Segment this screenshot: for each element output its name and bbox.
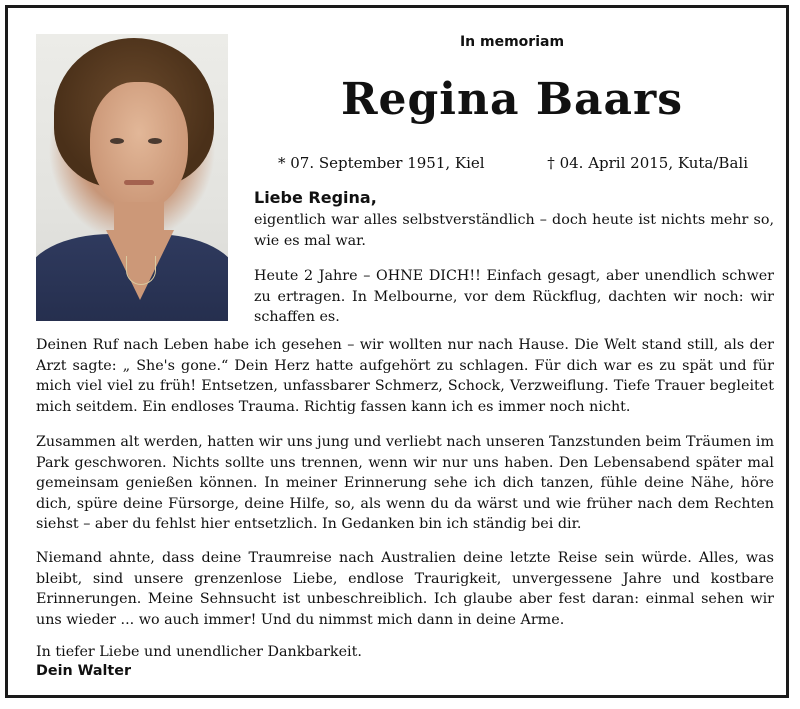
portrait-face xyxy=(90,82,188,210)
birth-date: * 07. September 1951, Kiel xyxy=(278,154,485,172)
portrait-necklace xyxy=(126,256,156,285)
obituary-notice xyxy=(5,5,789,698)
portrait-mouth xyxy=(124,180,154,185)
signature: Dein Walter xyxy=(36,663,132,679)
greeting: Liebe Regina, xyxy=(254,188,377,207)
letter-paragraph: Deinen Ruf nach Leben habe ich gesehen – wir wollten nur nach Hause. Die Welt stand still, als der Arzt sagte: „ She's gone.“ Dein Herz hatte aufgehört zu schlagen. Für dich war es zu spät und für mich viel viel zu früh! Entsetzen, unfassbarer Schmerz, Schock, Verzweiflung. Tiefe Trauer begleitet mich seitdem. Ein endloses Trauma. Richtig fassen kann ich es immer noch nicht. xyxy=(36,337,774,415)
letter-paragraph: Heute 2 Jahre – OHNE DICH!! Einfach gesagt, aber unendlich schwer zu ertragen. In Melbourne, vor dem Rückflug, dachten wir noch: wir schaffen es. xyxy=(254,268,774,325)
letter-paragraph: Zusammen alt werden, hatten wir uns jung und verliebt nach unseren Tanzstunden beim Träumen im Park geschworen. Nichts sollte uns trennen, wenn wir nur uns haben. Den Lebensabend später mal gemeinsam genießen können. In meiner Erinnerung sehe ich dich tanzen, fühle deine Nähe, höre dich, spüre deine Fürsorge, deine Hilfe, so, als wenn du da wärst und wie früher nach dem Rechten siehst – aber du fehlst hier entsetzlich. In Gedanken bin ich ständig bei dir. xyxy=(36,434,774,532)
portrait-photo xyxy=(36,34,228,321)
life-dates xyxy=(278,154,778,172)
letter-paragraph: eigentlich war alles selbstverständlich – doch heute ist nichts mehr so, wie es mal war. xyxy=(254,212,774,249)
letter-paragraph: Niemand ahnte, dass deine Traumreise nach Australien deine letzte Reise sein würde. Alles, was bleibt, sind unsere grenzenlose Liebe, endlose Traurigkeit, unvergessene Jahre und kostbare Erinnerungen. Meine Sehnsucht ist unbeschreiblich. Ich glaube aber fest daran: einmal sehen wir uns wieder ... wo auch immer! Und du nimmst mich dann in deine Arme. xyxy=(36,550,774,628)
in-memoriam-label: In memoriam xyxy=(459,34,565,50)
death-date: † 04. April 2015, Kuta/Bali xyxy=(547,154,748,172)
portrait-eye-left xyxy=(110,138,124,144)
closing-line: In tiefer Liebe und unendlicher Dankbarkeit. xyxy=(36,644,362,660)
deceased-name: Regina Baars xyxy=(340,74,684,125)
portrait-eye-right xyxy=(148,138,162,144)
